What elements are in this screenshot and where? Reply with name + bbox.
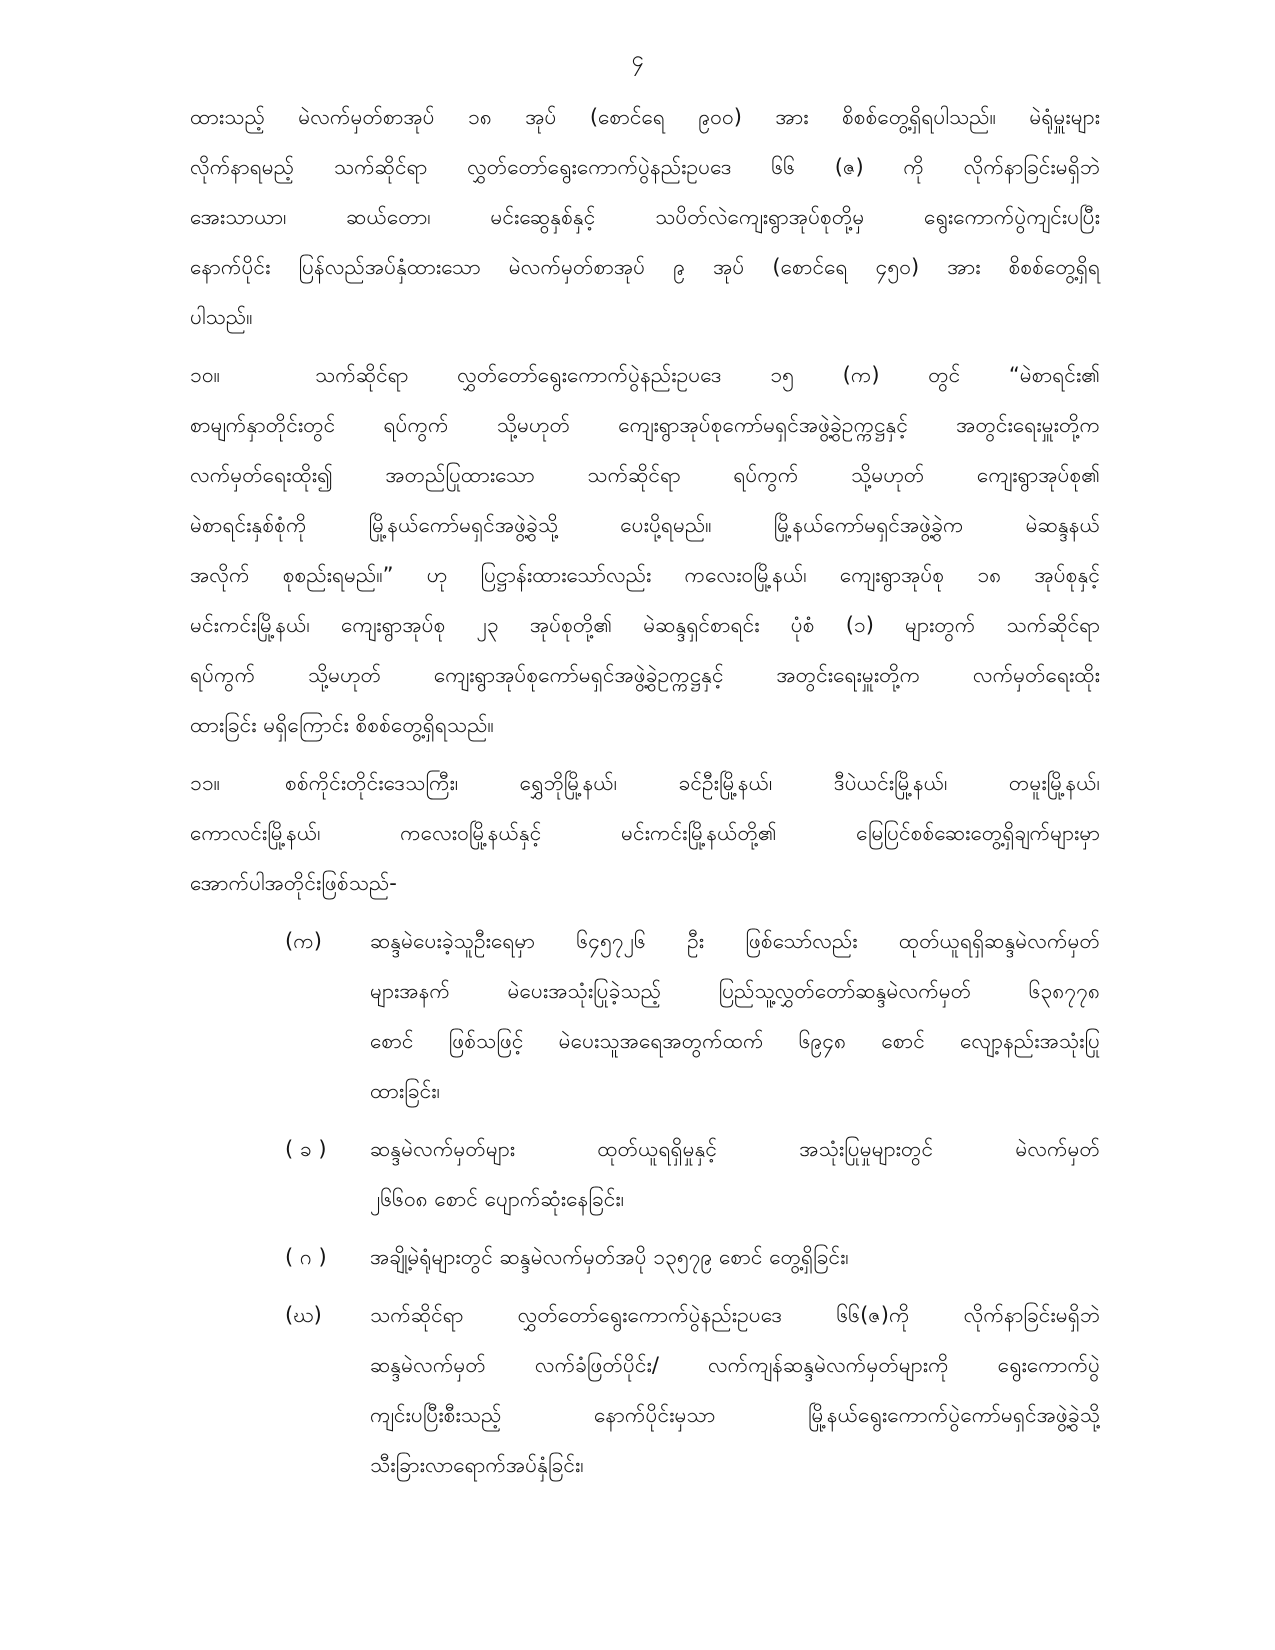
paragraph-line: ပါသည်။ [190, 305, 253, 329]
paragraph-line: စာမျက်နှာတိုင်းတွင် ရပ်ကွက် သို့မဟုတ် ကျေးရွာအုပ်စုကော်မရှင်အဖွဲ့ခွဲဥက္ကဋ္ဌနှင့် အတွင်းရေးမှူးတို့က [190, 413, 1100, 437]
paragraph-line: အချို့မဲရုံများတွင် ဆန္ဒမဲလက်မှတ်အပို ၁၃၅၇၉ စောင် တွေ့ရှိခြင်း၊ [370, 1245, 849, 1269]
paragraph-line: မဲစာရင်းနှစ်စုံကို မြို့နယ်ကော်မရှင်အဖွဲ့ခွဲသို့ ပေးပို့ရမည်။ မြို့နယ်ကော်မရှင်အဖွဲ့ခွဲက မဲဆန္ဒနယ် [190, 513, 1100, 537]
paragraph-line: စစ်ကိုင်းတိုင်းဒေသကြီး၊ ရွှေဘိုမြို့နယ်၊ ခင်ဦးမြို့နယ်၊ ဒီပဲယင်းမြို့နယ်၊ တမူးမြို့နယ်၊ [285, 771, 1100, 795]
page-number: ၄ [631, 47, 644, 72]
paragraph-line: ၂၆၆၀၈ စောင် ပျောက်ဆုံးနေခြင်း၊ [370, 1187, 625, 1211]
paragraph-line: များအနက် မဲပေးအသုံးပြုခဲ့သည့် ပြည်သူ့လွှတ်တော်ဆန္ဒမဲလက်မှတ် ၆၃၈၇၇၈ [370, 979, 1100, 1003]
paragraph-line: ထားသည့် မဲလက်မှတ်စာအုပ် ၁၈ အုပ် (စောင်ရေ ၉၀၀) အား စိစစ်တွေ့ရှိရပါသည်။ မဲရုံမှူးများ [190, 105, 1100, 129]
paragraph-line: လက်မှတ်ရေးထိုး၍ အတည်ပြုထားသော သက်ဆိုင်ရာ ရပ်ကွက် သို့မဟုတ် ကျေးရွာအုပ်စု၏ [190, 463, 1100, 487]
list-item-label: (ဃ) [285, 1303, 322, 1327]
section-10-paragraph [190, 350, 1100, 750]
list-item-label: (က) [285, 929, 322, 953]
list-item-text [370, 916, 1100, 1116]
paragraph-line: ကောလင်းမြို့နယ်၊ ကလေးဝမြို့နယ်နှင့် မင်းကင်းမြို့နယ်တို့၏ မြေပြင်စစ်ဆေးတွေ့ရှိချက်များမှာ [190, 821, 1100, 845]
list-item-label: ( ခ ) [285, 1137, 327, 1161]
section-number: ၁၀။ [190, 363, 220, 387]
intro-paragraph [190, 92, 1100, 342]
paragraph-line: ဆန္ဒမဲလက်မှတ် လက်ခံဖြတ်ပိုင်း/ လက်ကျန်ဆန္ဒမဲလက်မှတ်များကို ရွေးကောက်ပွဲ [370, 1353, 1100, 1377]
section-11-paragraph [190, 758, 1100, 908]
list-item-text [370, 1232, 1100, 1282]
paragraph-line: သီးခြားလာရောက်အပ်နှံခြင်း၊ [370, 1453, 584, 1477]
paragraph-line: ကျင်းပပြီးစီးသည့် နောက်ပိုင်းမှသာ မြို့နယ်ရွေးကောက်ပွဲကော်မရှင်အဖွဲ့ခွဲသို့ [370, 1403, 1100, 1427]
list-item-label: ( ဂ ) [285, 1245, 327, 1269]
paragraph-line: စောင် ဖြစ်သဖြင့် မဲပေးသူအရေအတွက်ထက် ၆၉၄၈ စောင် လျော့နည်းအသုံးပြု [370, 1029, 1100, 1053]
paragraph-line: သက်ဆိုင်ရာ လွှတ်တော်ရွေးကောက်ပွဲနည်းဥပဒေ ၁၅ (က) တွင် “မဲစာရင်း၏ [315, 363, 1100, 387]
list-item [285, 1232, 1100, 1282]
list-item [285, 1290, 1100, 1490]
paragraph-line: ဆန္ဒမဲလက်မှတ်များ ထုတ်ယူရရှိမှုနှင့် အသုံးပြုမှုများတွင် မဲလက်မှတ် [370, 1137, 1100, 1161]
paragraph-line: လိုက်နာရမည့် သက်ဆိုင်ရာ လွှတ်တော်ရွေးကောက်ပွဲနည်းဥပဒေ ၆၆ (ဇ) ကို လိုက်နာခြင်းမရှိဘဲ [190, 155, 1100, 179]
paragraph-line: မင်းကင်းမြို့နယ်၊ ကျေးရွာအုပ်စု ၂၃ အုပ်စုတို့၏ မဲဆန္ဒရှင်စာရင်း ပုံစံ (၁) များတွက် သက်ဆိုင်ရာ [190, 613, 1100, 637]
paragraph-line: သက်ဆိုင်ရာ လွှတ်တော်ရွေးကောက်ပွဲနည်းဥပဒေ ၆၆(ဇ)ကို လိုက်နာခြင်းမရှိဘဲ [370, 1303, 1100, 1327]
section-number: ၁၁။ [190, 771, 220, 795]
section-11-first-row [190, 758, 1100, 808]
list-item [285, 1124, 1100, 1224]
paragraph-line: ထားခြင်း၊ [370, 1079, 440, 1103]
list-item-text [370, 1124, 1100, 1224]
paragraph-line: ရပ်ကွက် သို့မဟုတ် ကျေးရွာအုပ်စုကော်မရှင်အဖွဲ့ခွဲဥက္ကဋ္ဌနှင့် အတွင်းရေးမှူးတို့က လက်မှတ်ရေးထိုး [190, 663, 1100, 687]
page-body [190, 92, 1100, 1498]
list-item [285, 916, 1100, 1116]
paragraph-line: ဆန္ဒမဲပေးခဲ့သူဦးရေမှာ ၆၄၅၇၂၆ ဦး ဖြစ်သော်လည်း ထုတ်ယူရရှိဆန္ဒမဲလက်မှတ် [370, 929, 1100, 953]
paragraph-line: အေးသာယာ၊ ဆယ်တော၊ မင်းဆွေနှစ်နှင့် သပိတ်လဲကျေးရွာအုပ်စုတို့မှ ရွေးကောက်ပွဲကျင်းပပြီး [190, 205, 1100, 229]
section-10-first-row [190, 350, 1100, 400]
paragraph-line: အလိုက် စုစည်းရမည်။” ဟု ပြဋ္ဌာန်းထားသော်လည်း ကလေးဝမြို့နယ်၊ ကျေးရွာအုပ်စု ၁၈ အုပ်စုနှင့် [190, 563, 1100, 587]
paragraph-line: ထားခြင်း မရှိကြောင်း စိစစ်တွေ့ရှိရသည်။ [190, 713, 494, 737]
paragraph-line: နောက်ပိုင်း ပြန်လည်အပ်နှံထားသော မဲလက်မှတ်စာအုပ် ၉ အုပ် (စောင်ရေ ၄၅၀) အား စိစစ်တွေ့ရှိရ [190, 255, 1100, 279]
list-item-text [370, 1290, 1100, 1490]
paragraph-line: အောက်ပါအတိုင်းဖြစ်သည်- [190, 871, 397, 895]
